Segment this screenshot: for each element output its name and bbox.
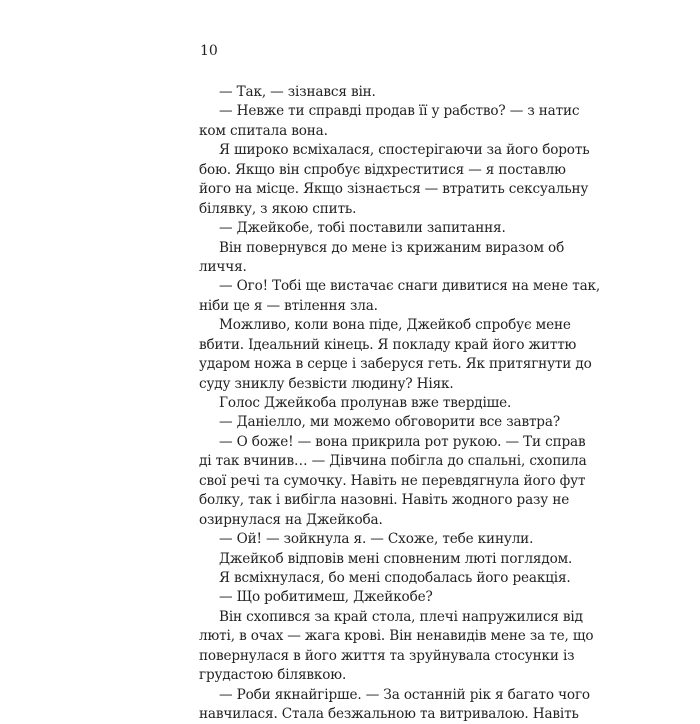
text-line: ком спитала вона. (199, 122, 328, 139)
text-line: — Невже ти справді продав її у рабство? — з натис (219, 103, 580, 120)
text-body (199, 83, 601, 724)
text-line: ді так вчинив… — Дівчина побігла до спальні, схопила (199, 453, 587, 470)
text-line: болку, так і вибігла назовні. Навіть жодного разу не (199, 492, 570, 509)
text-line: вбити. Ідеальний кінець. Я покладу край його життю (199, 336, 577, 353)
text-line: личчя. (199, 258, 247, 275)
page-number: 10 (200, 43, 218, 59)
text-line: — Роби якнайгірше. — За останній рік я багато чого (219, 686, 590, 703)
text-line: — Так, — зізнався він. (219, 84, 376, 100)
text-line: свої речі та сумочку. Навіть не перевдягнула його фут (199, 472, 586, 489)
text-line: Можливо, коли вона піде, Джейкоб спробує мене (219, 317, 571, 334)
text-line: — Що робитимеш, Джейкобе? (219, 589, 433, 606)
text-line: Я широко всміхалася, спостерігаючи за його бороть (219, 142, 590, 159)
text-line: суду зниклу безвісти людину? Ніяк. (199, 375, 454, 392)
text-line: Голос Джейкоба пролунав вже твердіше. (219, 395, 512, 411)
text-line: грудастою білявкою. (199, 667, 347, 684)
text-line: — Ого! Тобі ще вистачає снаги дивитися на мене так, (219, 278, 601, 295)
text-line: Я всміхнулася, бо мені сподобалась його реакція. (219, 569, 571, 586)
text-line: озирнулася на Джейкоба. (199, 511, 383, 528)
text-line: ніби це я — втілення зла. (199, 297, 378, 314)
text-line: навчилася. Стала безжальною та витривалою. Навіть (199, 706, 579, 722)
text-line: ударом ножа в серце і заберуся геть. Як притягнути до (199, 356, 592, 373)
text-line: — О боже! — вона прикрила рот рукою. — Ти справ (219, 433, 586, 450)
text-line: бою. Якщо він спробує відхреститися — я поставлю (199, 161, 566, 178)
text-line: Він схопився за край стола, плечі напружилися від (219, 608, 583, 625)
text-line: — Даніелло, ми можемо обговорити все завтра? (219, 414, 560, 431)
text-line: повернулася в його життя та зруйнувала стосунки із (199, 647, 575, 664)
text-line: Він повернувся до мене із крижаним виразом об (219, 239, 565, 256)
text-line: білявку, з якою спить. (199, 200, 357, 217)
text-line: його на місце. Якщо зізнається — втратить сексуальну (199, 181, 589, 198)
text-line: Джейкоб відповів мені сповненим люті поглядом. (219, 550, 573, 567)
text-line: — Джейкобе, тобі поставили запитання. (219, 220, 506, 237)
text-line: люті, в очах — жага крові. Він ненавидів мене за те, що (199, 628, 594, 645)
text-line: — Ой! — зойкнула я. — Схоже, тебе кинули. (219, 531, 534, 548)
